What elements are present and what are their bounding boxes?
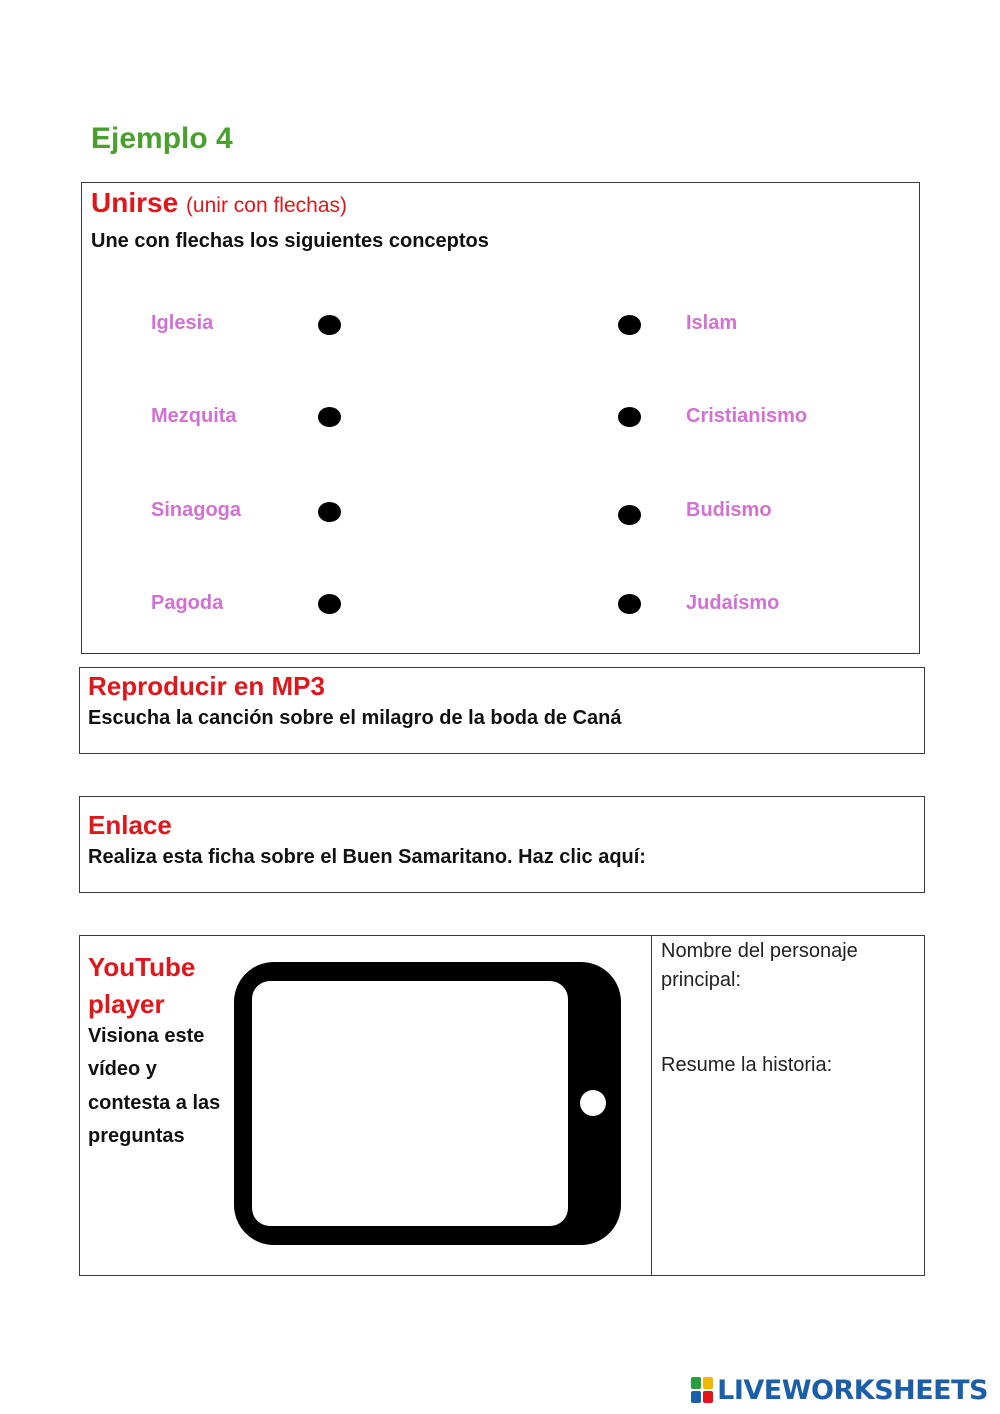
- right-term-cristianismo: Cristianismo: [686, 405, 808, 427]
- join-section: [81, 182, 920, 654]
- link-section[interactable]: [79, 796, 925, 893]
- mp3-section[interactable]: [79, 667, 925, 754]
- join-title-text: Unirse: [91, 187, 179, 218]
- liveworksheets-brand: [691, 1374, 988, 1406]
- mp3-title: Reproducir en MP3: [88, 671, 325, 701]
- left-term-pagoda: Pagoda: [151, 592, 224, 614]
- right-dot-1[interactable]: [618, 315, 641, 335]
- left-term-sinagoga: Sinagoga: [151, 499, 242, 521]
- brand-name: LIVEWORKSHEETS: [717, 1374, 988, 1406]
- join-title-note: (unir con flechas): [185, 194, 348, 217]
- join-instruction: Une con flechas los siguientes conceptos: [91, 230, 489, 252]
- left-dot-2[interactable]: [318, 407, 341, 427]
- youtube-column-divider: [651, 936, 652, 1275]
- example-title: Ejemplo 4: [91, 122, 233, 155]
- youtube-title: YouTube player: [88, 952, 196, 1019]
- right-dot-3[interactable]: [618, 505, 641, 525]
- link-title: Enlace: [88, 810, 172, 840]
- join-title: [91, 187, 347, 219]
- link-instruction: Realiza esta ficha sobre el Buen Samaritano. Haz clic aquí:: [88, 846, 646, 868]
- tablet-video-icon[interactable]: [234, 962, 621, 1245]
- question-summary: Resume la historia:: [661, 1054, 833, 1076]
- left-dot-3[interactable]: [318, 502, 341, 522]
- left-term-iglesia: Iglesia: [151, 312, 214, 334]
- youtube-section: [79, 935, 925, 1276]
- left-term-mezquita: Mezquita: [151, 405, 237, 427]
- youtube-instruction: Visiona este vídeo y contesta a las preguntas: [88, 1025, 221, 1147]
- question-main-character: Nombre del personaje principal:: [661, 940, 858, 991]
- left-dot-1[interactable]: [318, 315, 341, 335]
- right-dot-2[interactable]: [618, 407, 641, 427]
- right-term-judaismo: Judaísmo: [686, 592, 780, 614]
- right-dot-4[interactable]: [618, 594, 641, 614]
- mp3-instruction: Escucha la canción sobre el milagro de la boda de Caná: [88, 707, 622, 729]
- right-term-budismo: Budismo: [686, 499, 772, 521]
- liveworksheets-logo-icon: [691, 1377, 713, 1403]
- left-dot-4[interactable]: [318, 594, 341, 614]
- right-term-islam: Islam: [686, 312, 738, 334]
